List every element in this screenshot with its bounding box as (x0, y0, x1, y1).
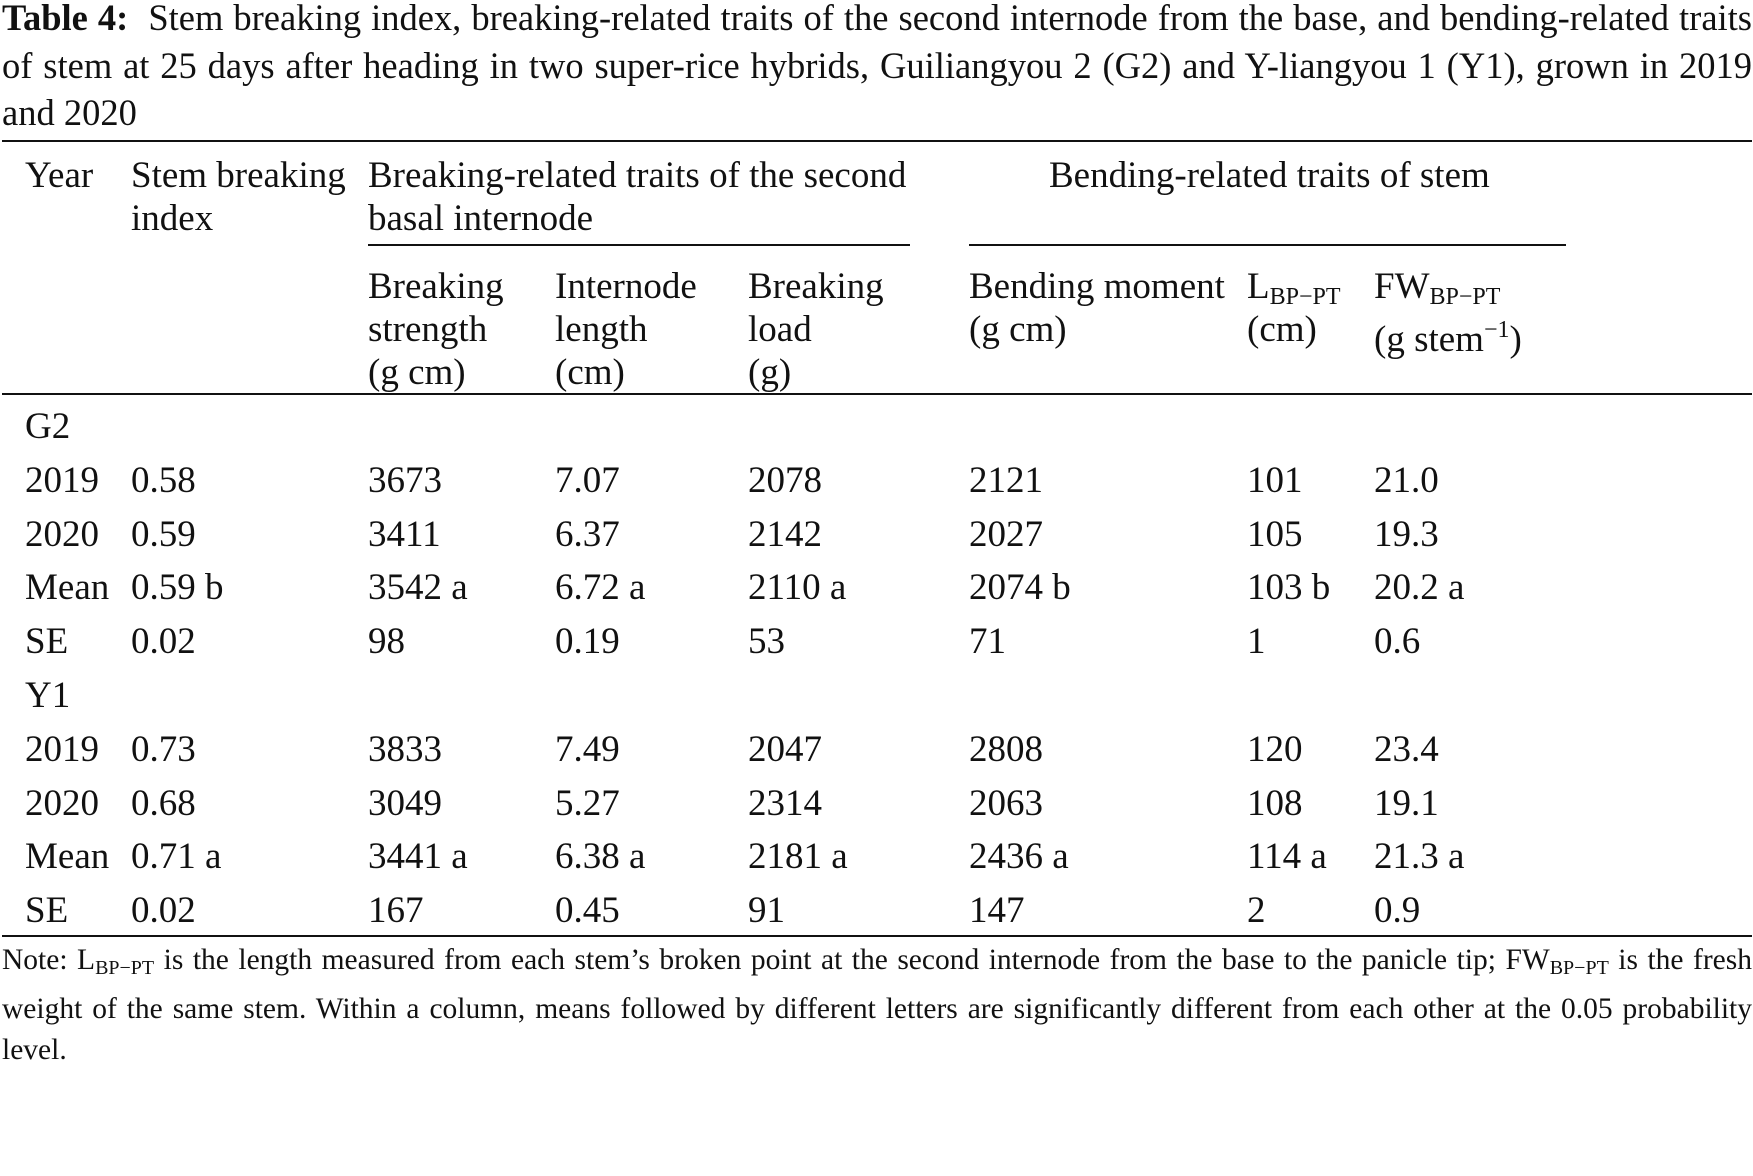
header-l-main: L (1247, 266, 1270, 307)
cell-stem-breaking-index: 0.02 (131, 890, 196, 932)
header-rule (2, 393, 1752, 395)
cell-breaking-load: 91 (748, 890, 785, 932)
header-year: Year (25, 155, 94, 196)
cell-internode-length: 6.37 (555, 513, 620, 555)
header-breaking-load-line1: Breaking (748, 266, 884, 307)
cell-internode-length: 7.49 (555, 728, 620, 770)
header-sbi-line2: index (131, 198, 214, 239)
cell-year: 2020 (25, 513, 99, 555)
cell-breaking-load: 2078 (748, 459, 822, 501)
header-fw-unit-pre: (g stem (1374, 319, 1484, 360)
cell-year: 2020 (25, 782, 99, 824)
cell-internode-length: 6.72 a (555, 567, 646, 609)
cell-fw-bp-pt: 19.1 (1374, 782, 1439, 824)
cell-breaking-strength: 3049 (368, 782, 442, 824)
cell-breaking-load: 2181 a (748, 836, 848, 878)
bottom-rule (2, 935, 1752, 937)
note-part3: is the fresh weight of the same stem. Within a column, means followed by different letters are significantly different from each other at the 0.05 probability level. (2, 944, 1752, 1066)
table-caption (2, 0, 1752, 137)
cell-breaking-strength: 3833 (368, 728, 442, 770)
cell-internode-length: 0.19 (555, 621, 620, 663)
cell-breaking-load: 53 (748, 621, 785, 663)
cell-stem-breaking-index: 0.59 b (131, 567, 224, 609)
cell-breaking-load: 2142 (748, 513, 822, 555)
cell-year: SE (25, 890, 69, 932)
cell-fw-bp-pt: 21.3 a (1374, 836, 1465, 878)
cell-stem-breaking-index: 0.71 a (131, 836, 222, 878)
cell-breaking-strength: 98 (368, 621, 405, 663)
caption-text: Stem breaking index, breaking-related traits of the second internode from the base, and bending-related traits of stem at 25 days after heading in two super-rice hybrids, Guiliangyou 2 (G2) and Y-liangyou 1 (Y1), grown in 2019 and 2020 (2, 0, 1753, 133)
top-rule (2, 140, 1752, 142)
cell-breaking-strength: 3542 a (368, 567, 468, 609)
cell-l-bp-pt: 108 (1247, 782, 1303, 824)
cell-l-bp-pt: 105 (1247, 513, 1303, 555)
bending-group-rule (969, 244, 1566, 246)
cell-fw-bp-pt: 0.9 (1374, 890, 1421, 932)
group-label-g2: G2 (25, 406, 71, 447)
header-breaking-load-line2: load (748, 309, 812, 350)
note-sub1: BP−PT (95, 957, 155, 979)
cell-breaking-strength: 3441 a (368, 836, 468, 878)
header-fw-sub: BP−PT (1429, 284, 1501, 310)
group-label-y1: Y1 (25, 675, 71, 716)
header-breaking-strength-line1: Breaking (368, 266, 504, 307)
header-fw-unit-sup: −1 (1483, 317, 1510, 343)
header-fw-bp-pt-unit (1374, 306, 1522, 364)
header-bending-moment-line1: Bending moment (969, 266, 1225, 307)
cell-year: 2019 (25, 459, 99, 501)
header-breaking-strength-line2: strength (368, 309, 488, 350)
cell-internode-length: 6.38 a (555, 836, 646, 878)
header-bending-moment-unit: (g cm) (969, 309, 1067, 350)
cell-internode-length: 0.45 (555, 890, 620, 932)
cell-year: Mean (25, 567, 110, 609)
cell-breaking-load: 2110 a (748, 567, 847, 609)
cell-bending-moment: 2027 (969, 513, 1043, 555)
cell-l-bp-pt: 120 (1247, 728, 1303, 770)
caption-label: Table 4: (2, 0, 129, 38)
cell-fw-bp-pt: 23.4 (1374, 728, 1439, 770)
cell-bending-moment: 71 (969, 621, 1006, 663)
cell-stem-breaking-index: 0.02 (131, 621, 196, 663)
header-l-bp-pt-unit: (cm) (1247, 309, 1317, 350)
cell-stem-breaking-index: 0.58 (131, 459, 196, 501)
cell-l-bp-pt: 1 (1247, 621, 1266, 663)
cell-fw-bp-pt: 21.0 (1374, 459, 1439, 501)
cell-l-bp-pt: 114 a (1247, 836, 1327, 878)
cell-breaking-strength: 3673 (368, 459, 442, 501)
cell-bending-moment: 147 (969, 890, 1025, 932)
cell-l-bp-pt: 101 (1247, 459, 1303, 501)
breaking-group-rule (368, 244, 910, 246)
header-internode-length-line1: Internode (555, 266, 697, 307)
cell-fw-bp-pt: 0.6 (1374, 621, 1421, 663)
note-part2: is the length measured from each stem’s broken point at the second internode from the base to the panicle tip; FW (154, 944, 1550, 976)
header-internode-length-line2: length (555, 309, 648, 350)
header-fw-main: FW (1374, 266, 1430, 307)
cell-internode-length: 7.07 (555, 459, 620, 501)
header-breaking-strength-unit: (g cm) (368, 352, 466, 393)
cell-year: 2019 (25, 728, 99, 770)
cell-breaking-load: 2047 (748, 728, 822, 770)
header-sbi-line1: Stem breaking (131, 155, 346, 196)
cell-internode-length: 5.27 (555, 782, 620, 824)
header-l-sub: BP−PT (1269, 284, 1341, 310)
header-breaking-load-unit: (g) (748, 352, 792, 393)
cell-l-bp-pt: 2 (1247, 890, 1266, 932)
cell-fw-bp-pt: 19.3 (1374, 513, 1439, 555)
cell-l-bp-pt: 103 b (1247, 567, 1331, 609)
cell-bending-moment: 2121 (969, 459, 1043, 501)
cell-bending-moment: 2436 a (969, 836, 1069, 878)
cell-breaking-load: 2314 (748, 782, 822, 824)
cell-stem-breaking-index: 0.73 (131, 728, 196, 770)
cell-fw-bp-pt: 20.2 a (1374, 567, 1465, 609)
cell-year: SE (25, 621, 69, 663)
table-note (2, 940, 1752, 1071)
cell-stem-breaking-index: 0.68 (131, 782, 196, 824)
cell-breaking-strength: 167 (368, 890, 424, 932)
header-bending-group: Bending-related traits of stem (1049, 155, 1490, 196)
note-sub2: BP−PT (1549, 957, 1609, 979)
cell-bending-moment: 2808 (969, 728, 1043, 770)
cell-breaking-strength: 3411 (368, 513, 441, 555)
cell-bending-moment: 2063 (969, 782, 1043, 824)
header-fw-unit-post: ) (1509, 319, 1522, 360)
header-breaking-group-line1: Breaking-related traits of the second (368, 155, 907, 196)
cell-year: Mean (25, 836, 110, 878)
header-internode-length-unit: (cm) (555, 352, 625, 393)
note-part1: Note: L (2, 944, 96, 976)
cell-stem-breaking-index: 0.59 (131, 513, 196, 555)
cell-bending-moment: 2074 b (969, 567, 1071, 609)
header-breaking-group-line2: basal internode (368, 198, 593, 239)
